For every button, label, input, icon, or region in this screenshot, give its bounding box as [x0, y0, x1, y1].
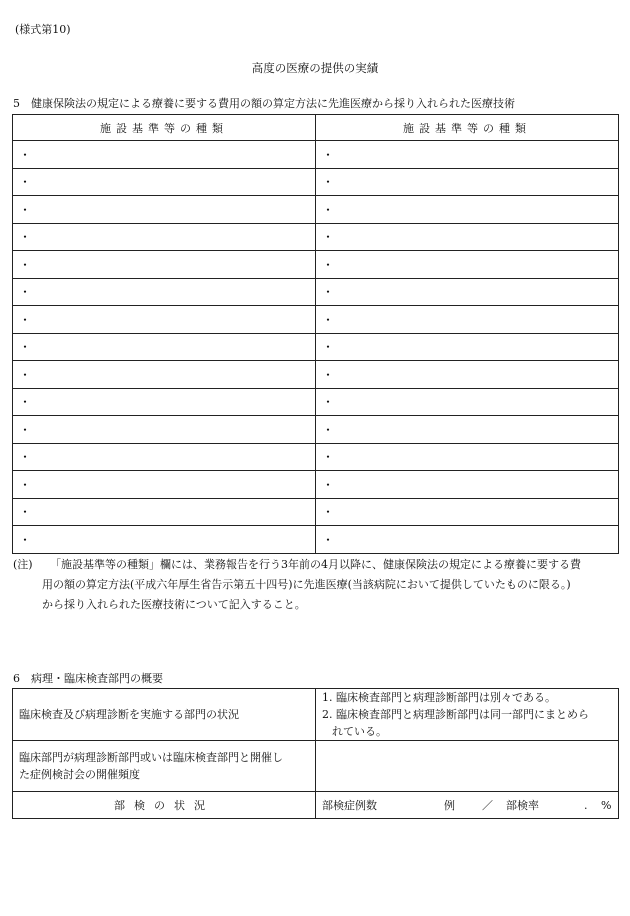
autopsy-rate-label: 部検率	[506, 799, 539, 812]
facility-standard-cell-right[interactable]	[316, 388, 619, 416]
bullet-mark: ・	[19, 395, 32, 410]
case-conference-label	[13, 741, 316, 792]
facility-standard-cell-right[interactable]	[316, 278, 619, 306]
facility-standard-cell-left[interactable]	[13, 168, 316, 196]
facility-standard-cell-right[interactable]	[316, 443, 619, 471]
table-row	[13, 141, 619, 169]
table-row	[13, 333, 619, 361]
bullet-mark: ・	[322, 312, 335, 327]
table-row	[13, 196, 619, 224]
dept-status-option-2-cont: れている。	[332, 725, 387, 738]
table-row	[13, 443, 619, 471]
bullet-mark: ・	[322, 340, 335, 355]
facility-standard-cell-right[interactable]	[316, 526, 619, 554]
bullet-mark: ・	[322, 147, 335, 162]
facility-standard-cell-left[interactable]	[13, 416, 316, 444]
table-row	[13, 741, 619, 792]
slash-separator: ／	[482, 799, 493, 812]
facility-standard-cell-left[interactable]	[13, 251, 316, 279]
case-conference-label-line2: た症例検討会の開催頻度	[19, 768, 140, 781]
autopsy-cases-unit: 例	[444, 799, 455, 812]
bullet-mark: ・	[322, 230, 335, 245]
bullet-mark: ・	[322, 202, 335, 217]
note-line-3: から採り入れられた医療技術について記入すること。	[42, 598, 306, 611]
facility-standard-cell-left[interactable]	[13, 141, 316, 169]
bullet-mark: ・	[322, 395, 335, 410]
bullet-mark: ・	[19, 147, 32, 162]
table-header-row	[13, 115, 619, 141]
table-row	[13, 689, 619, 741]
dept-status-label: 臨床検査及び病理診断を実施する部門の状況	[13, 689, 316, 741]
table-row	[13, 498, 619, 526]
facility-standard-cell-left[interactable]	[13, 471, 316, 499]
bullet-mark: ・	[322, 532, 335, 547]
bullet-mark: ・	[19, 257, 32, 272]
bullet-mark: ・	[322, 477, 335, 492]
section6-heading: 6 病理・臨床検査部門の概要	[13, 672, 163, 685]
pathology-lab-table	[12, 688, 619, 819]
column-header-right: 施設基準等の種類	[316, 115, 619, 141]
form-number: (様式第10)	[15, 23, 71, 36]
autopsy-status-field[interactable]	[316, 792, 619, 819]
table-row	[13, 251, 619, 279]
facility-standard-cell-right[interactable]	[316, 223, 619, 251]
facility-standard-cell-left[interactable]	[13, 333, 316, 361]
table-row	[13, 416, 619, 444]
case-conference-frequency-field[interactable]	[316, 741, 619, 792]
bullet-mark: ・	[19, 285, 32, 300]
autopsy-status-label: 部検の状況	[13, 792, 316, 819]
bullet-mark: ・	[19, 477, 32, 492]
document-title: 高度の医療の提供の実績	[251, 61, 379, 75]
bullet-mark: ・	[19, 505, 32, 520]
bullet-mark: ・	[19, 340, 32, 355]
facility-standards-table	[12, 114, 619, 554]
percent-sign: %	[601, 799, 612, 812]
bullet-mark: ・	[19, 367, 32, 382]
note-line-1: 「施設基準等の種類」欄には、業務報告を行う3年前の4月以降に、健康保険法の規定による療養に要する費	[50, 558, 581, 571]
facility-standard-cell-right[interactable]	[316, 333, 619, 361]
table-row	[13, 526, 619, 554]
table-row	[13, 168, 619, 196]
autopsy-cases-label: 部検症例数	[322, 799, 377, 812]
case-conference-label-line1: 臨床部門が病理診断部門或いは臨床検査部門と開催し	[19, 751, 283, 764]
bullet-mark: ・	[19, 312, 32, 327]
table-row	[13, 278, 619, 306]
dept-status-options	[316, 689, 619, 741]
bullet-mark: ・	[322, 285, 335, 300]
facility-standard-cell-right[interactable]	[316, 498, 619, 526]
bullet-mark: ・	[19, 532, 32, 547]
section5-heading: 5 健康保険法の規定による療養に要する費用の額の算定方法に先進医療から採り入れられた医療技術	[13, 97, 515, 110]
column-header-left: 施設基準等の種類	[13, 115, 316, 141]
facility-standard-cell-right[interactable]	[316, 416, 619, 444]
facility-standard-cell-left[interactable]	[13, 196, 316, 224]
table-row	[13, 471, 619, 499]
table-row	[13, 361, 619, 389]
bullet-mark: ・	[322, 257, 335, 272]
facility-standard-cell-left[interactable]	[13, 388, 316, 416]
bullet-mark: ・	[322, 450, 335, 465]
facility-standard-cell-right[interactable]	[316, 196, 619, 224]
bullet-mark: ・	[19, 202, 32, 217]
bullet-mark: ・	[322, 367, 335, 382]
bullet-mark: ・	[322, 505, 335, 520]
dept-status-option-1[interactable]: 1. 臨床検査部門と病理診断部門は別々である。	[322, 691, 556, 704]
facility-standard-cell-left[interactable]	[13, 278, 316, 306]
bullet-mark: ・	[19, 422, 32, 437]
facility-standard-cell-left[interactable]	[13, 361, 316, 389]
table-row	[13, 792, 619, 819]
note-line-2: 用の額の算定方法(平成六年厚生省告示第五十四号)に先進医療(当該病院において提供していたものに限る。)	[42, 578, 571, 591]
facility-standard-cell-right[interactable]	[316, 141, 619, 169]
facility-standard-cell-left[interactable]	[13, 498, 316, 526]
note-label: (注)	[13, 558, 33, 571]
facility-standard-cell-right[interactable]	[316, 251, 619, 279]
facility-standard-cell-left[interactable]	[13, 526, 316, 554]
facility-standard-cell-left[interactable]	[13, 306, 316, 334]
decimal-point: .	[584, 799, 588, 812]
bullet-mark: ・	[322, 175, 335, 190]
bullet-mark: ・	[322, 422, 335, 437]
facility-standard-cell-left[interactable]	[13, 223, 316, 251]
table-row	[13, 306, 619, 334]
table-row	[13, 223, 619, 251]
bullet-mark: ・	[19, 450, 32, 465]
bullet-mark: ・	[19, 230, 32, 245]
facility-standard-cell-left[interactable]	[13, 443, 316, 471]
facility-standard-cell-right[interactable]	[316, 361, 619, 389]
facility-standard-cell-right[interactable]	[316, 306, 619, 334]
dept-status-option-2[interactable]: 2. 臨床検査部門と病理診断部門は同一部門にまとめら	[322, 708, 589, 721]
bullet-mark: ・	[19, 175, 32, 190]
table-row	[13, 388, 619, 416]
facility-standard-cell-right[interactable]	[316, 168, 619, 196]
facility-standard-cell-right[interactable]	[316, 471, 619, 499]
